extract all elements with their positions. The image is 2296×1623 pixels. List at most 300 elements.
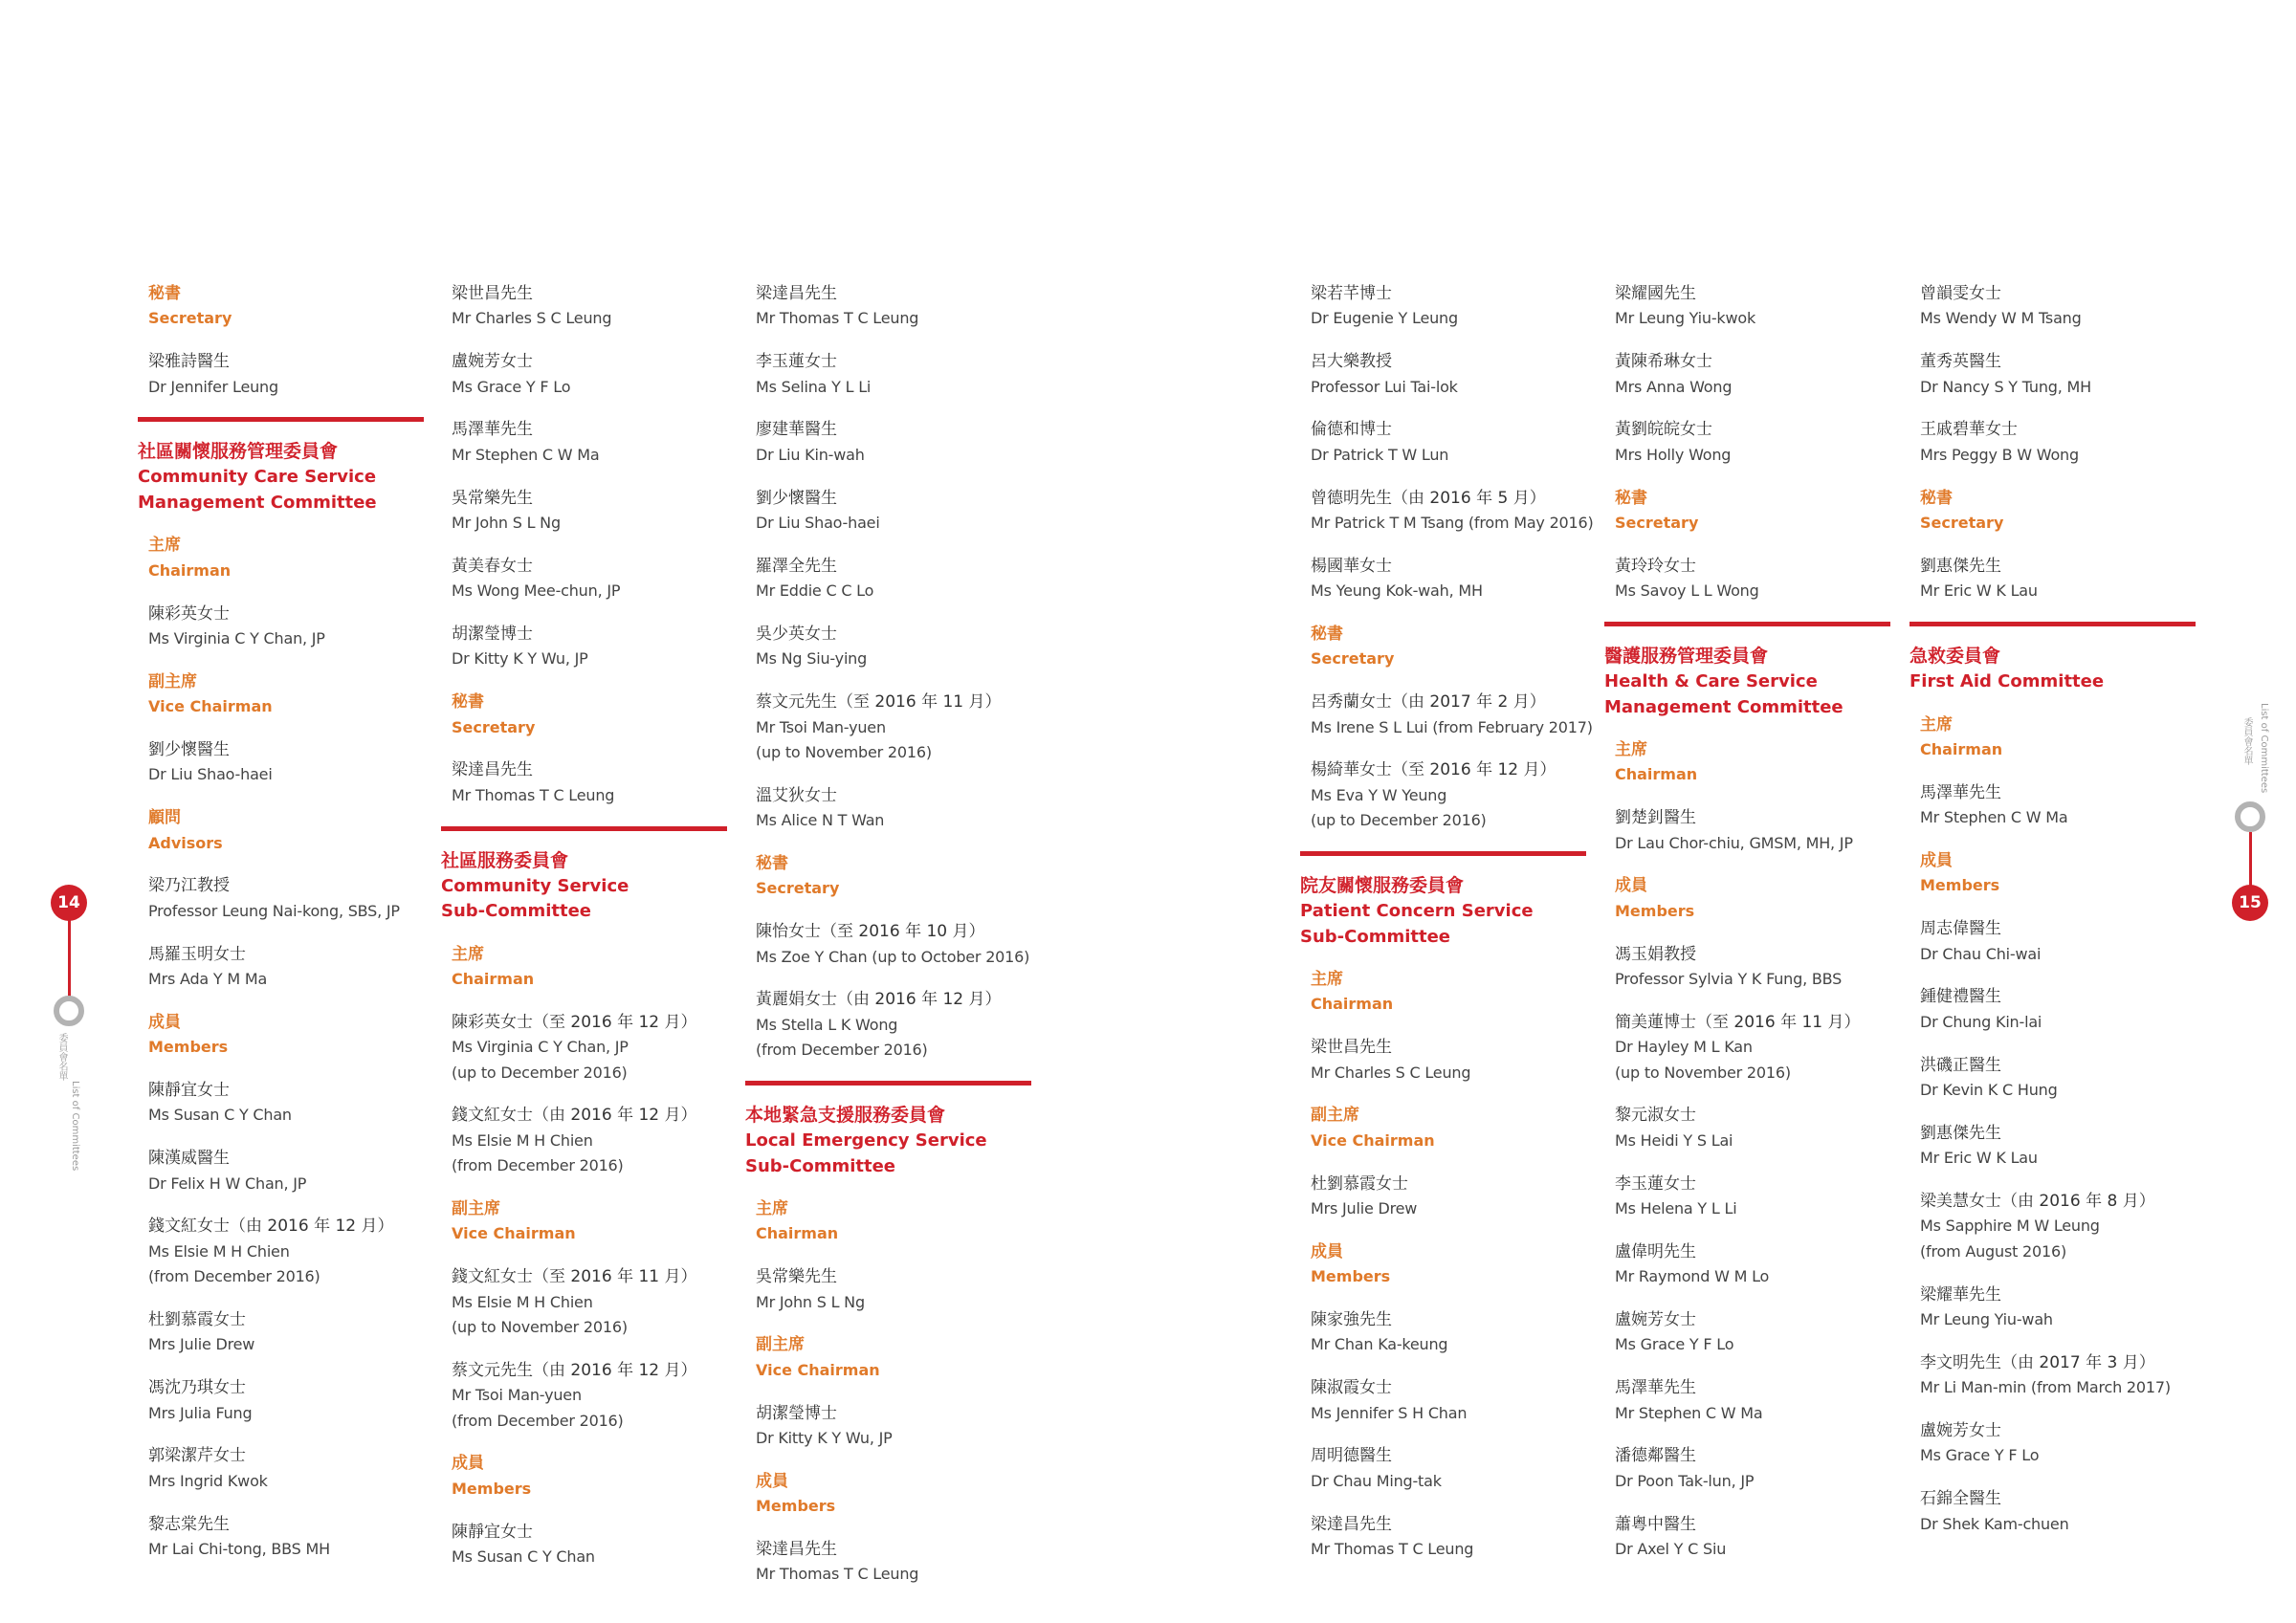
name-en: Mrs Holly Wong <box>1615 445 1732 464</box>
member-entry <box>148 737 424 788</box>
name-en: Dr Shek Kam-chuen <box>1920 1514 2069 1533</box>
term-note: (from December 2016) <box>148 1267 320 1286</box>
member-entry <box>1311 1307 1586 1358</box>
role-en: Secretary <box>452 717 536 736</box>
member-entry <box>452 417 727 468</box>
role-en: Secretary <box>1311 649 1395 669</box>
member-entry <box>1615 1239 1890 1290</box>
column-3 <box>745 281 1031 1605</box>
role-en: Chairman <box>756 1224 839 1243</box>
role-zh: 主席 <box>452 944 484 964</box>
member-entry <box>1311 486 1594 537</box>
member-entry <box>1311 690 1593 740</box>
name-en: Dr Chung Kin-lai <box>1920 1012 2042 1031</box>
name-zh: 呂秀蘭女士（由 2017 年 2 月） <box>1311 692 1546 713</box>
role-en: Members <box>452 1479 532 1498</box>
name-en: Ms Selina Y L Li <box>756 377 872 396</box>
page-marker-line-left <box>68 920 71 998</box>
name-en: Ms Savoy L L Wong <box>1615 581 1759 601</box>
name-en: Dr Lau Chor-chiu, GMSM, MH, JP <box>1615 833 1853 852</box>
role-heading <box>756 1469 1031 1520</box>
name-zh: 馮沈乃琪女士 <box>148 1378 246 1398</box>
committee-heading <box>1300 851 1586 950</box>
name-zh: 鍾健禮醫生 <box>1920 987 2001 1007</box>
name-en: Dr Poon Tak-lun, JP <box>1615 1471 1755 1490</box>
member-entry <box>756 281 1031 332</box>
name-zh: 周明德醫生 <box>1311 1446 1392 1466</box>
member-entry <box>1615 1443 1890 1494</box>
name-zh: 羅澤全先生 <box>756 556 837 576</box>
role-en: Chairman <box>1311 995 1394 1014</box>
role-zh: 副主席 <box>756 1335 805 1355</box>
role-en: Chairman <box>148 560 232 580</box>
name-en: Mr Tsoi Man-yuen <box>756 717 886 736</box>
member-entry <box>756 486 1031 537</box>
name-en: Ms Wendy W M Tsang <box>1920 309 2082 328</box>
role-en: Chairman <box>452 970 535 989</box>
member-entry <box>1311 1375 1586 1426</box>
name-en: Mr Stephen C W Ma <box>1920 808 2068 827</box>
role-en: Vice Chairman <box>148 697 273 716</box>
name-zh: 呂大樂教授 <box>1311 352 1392 372</box>
role-heading <box>756 851 1031 902</box>
member-entry <box>452 281 727 332</box>
name-en: Mr Lai Chi-tong, BBS MH <box>148 1540 330 1559</box>
name-zh: 盧婉芳女士 <box>1615 1310 1696 1330</box>
member-entry <box>452 554 727 604</box>
member-entry <box>1920 1189 2196 1264</box>
committee-title-en: Local Emergency Service <box>745 1130 987 1151</box>
committee-title-zh: 社區服務委員會 <box>441 849 569 871</box>
member-entry <box>148 1078 424 1129</box>
member-entry <box>1920 349 2196 400</box>
member-entry <box>148 1512 424 1563</box>
name-en: Dr Liu Kin-wah <box>756 445 865 464</box>
role-zh: 秘書 <box>452 692 484 713</box>
name-zh: 黃陳希琳女士 <box>1615 352 1712 372</box>
term-note: (up to November 2016) <box>452 1318 628 1337</box>
name-en: Ms Ng Siu-ying <box>756 649 868 669</box>
name-zh: 楊綺華女士（至 2016 年 12 月） <box>1311 760 1556 780</box>
name-en: Ms Alice N T Wan <box>756 811 885 830</box>
role-zh: 主席 <box>148 536 181 556</box>
role-en: Secretary <box>1615 514 1699 533</box>
name-zh: 胡潔瑩博士 <box>756 1403 837 1423</box>
role-en: Vice Chairman <box>452 1224 576 1243</box>
committee-title-en: First Aid Committee <box>1910 671 2105 692</box>
name-en: Dr Axel Y C Siu <box>1615 1540 1727 1559</box>
role-en: Secretary <box>1920 514 2004 533</box>
page-marker-line-right <box>2249 832 2252 886</box>
name-en: Dr Eugenie Y Leung <box>1311 309 1458 328</box>
role-zh: 主席 <box>1920 714 1953 735</box>
term-note: (from December 2016) <box>452 1156 624 1175</box>
name-zh: 吳少英女士 <box>756 625 837 645</box>
member-entry <box>756 919 1031 970</box>
name-zh: 曾韻雯女士 <box>1920 284 2001 303</box>
name-zh: 梁達昌先生 <box>756 284 837 303</box>
member-entry <box>452 1358 727 1434</box>
member-entry <box>756 1401 1031 1452</box>
name-zh: 胡潔瑩博士 <box>452 625 533 645</box>
member-entry <box>1920 281 2196 332</box>
role-zh: 副主席 <box>452 1199 500 1219</box>
role-heading <box>452 1451 727 1502</box>
name-en: Ms Yeung Kok-wah, MH <box>1311 581 1483 601</box>
role-heading <box>452 942 727 993</box>
column-4 <box>1300 281 1594 1580</box>
role-heading <box>452 690 727 740</box>
name-zh: 黃玲玲女士 <box>1615 556 1696 576</box>
role-zh: 成員 <box>756 1471 788 1491</box>
name-en: Mrs Julie Drew <box>1311 1199 1418 1218</box>
committee-title-zh: 社區關懷服務管理委員會 <box>138 441 339 463</box>
name-zh: 梁達昌先生 <box>1311 1514 1392 1534</box>
role-en: Chairman <box>1615 765 1698 784</box>
name-en: Mr Thomas T C Leung <box>756 309 919 328</box>
role-heading <box>1920 486 2196 537</box>
committee-title-en-line2: Management Committee <box>1604 696 1843 717</box>
role-heading <box>148 281 424 332</box>
name-en: Dr Jennifer Leung <box>148 377 278 396</box>
page-marker-ring-right <box>2235 801 2265 832</box>
role-heading <box>1311 622 1586 672</box>
name-zh: 廖建華醫生 <box>756 420 837 440</box>
member-entry <box>148 349 424 400</box>
name-en: Mrs Ada Y M Ma <box>148 970 268 989</box>
committee-title-zh: 醫護服務管理委員會 <box>1604 646 1769 668</box>
name-zh: 蔡文元先生（由 2016 年 12 月） <box>452 1360 697 1380</box>
name-en: Dr Kitty K Y Wu, JP <box>452 649 588 669</box>
name-en: Mr Stephen C W Ma <box>452 445 600 464</box>
role-heading <box>1920 848 2196 899</box>
name-en: Professor Lui Tai-lok <box>1311 377 1458 396</box>
side-label-left-en: List of Committees <box>70 1081 80 1172</box>
role-heading <box>1311 1239 1586 1290</box>
member-entry <box>1920 1486 2196 1537</box>
name-en: Ms Eva Y W Yeung <box>1311 785 1447 804</box>
member-entry <box>1920 916 2196 967</box>
name-en: Dr Hayley M L Kan <box>1615 1038 1753 1057</box>
name-en: Ms Elsie M H Chien <box>452 1130 593 1150</box>
member-entry <box>1311 1512 1586 1563</box>
name-zh: 吳常樂先生 <box>756 1267 837 1287</box>
role-zh: 成員 <box>1615 876 1647 896</box>
name-zh: 梁耀華先生 <box>1920 1284 2001 1305</box>
name-zh: 李玉蓮女士 <box>756 352 837 372</box>
name-en: Mr Thomas T C Leung <box>1311 1540 1474 1559</box>
role-zh: 秘書 <box>756 854 788 874</box>
role-en: Secretary <box>756 879 840 898</box>
member-entry <box>148 602 424 652</box>
committee-title-en: Patient Concern Service <box>1300 901 1534 922</box>
name-en: Ms Elsie M H Chien <box>452 1292 593 1311</box>
side-label-right-zh: 委員會名單 <box>2241 717 2252 765</box>
name-zh: 石錦全醫生 <box>1920 1489 2001 1509</box>
member-entry <box>1920 417 2196 468</box>
role-zh: 成員 <box>148 1012 181 1032</box>
term-note: (from December 2016) <box>756 1041 928 1060</box>
committee-title-en: Community Care Service <box>138 467 377 488</box>
name-zh: 錢文紅女士（至 2016 年 11 月） <box>452 1267 697 1287</box>
role-heading <box>1615 486 1890 537</box>
name-en: Professor Leung Nai-kong, SBS, JP <box>148 901 400 920</box>
name-en: Ms Susan C Y Chan <box>148 1106 292 1125</box>
member-entry <box>1311 1443 1586 1494</box>
name-zh: 盧偉明先生 <box>1615 1241 1696 1261</box>
name-en: Professor Sylvia Y K Fung, BBS <box>1615 970 1843 989</box>
name-zh: 溫艾狄女士 <box>756 785 837 805</box>
name-zh: 錢文紅女士（由 2016 年 12 月） <box>148 1217 394 1237</box>
side-label-left-zh: 委員會名單 <box>56 1033 67 1081</box>
name-en: Mr Thomas T C Leung <box>452 785 615 804</box>
member-entry <box>1615 554 1890 604</box>
name-zh: 馬澤華先生 <box>1920 782 2001 802</box>
member-entry <box>452 1520 727 1570</box>
role-en: Secretary <box>148 309 232 328</box>
committee-title-en-line2: Sub-Committee <box>1300 926 1451 947</box>
name-zh: 劉惠傑先生 <box>1920 556 2001 576</box>
committee-heading <box>1910 622 2196 695</box>
name-zh: 梁若芊博士 <box>1311 284 1392 303</box>
name-en: Mr Patrick T M Tsang (from May 2016) <box>1311 514 1594 533</box>
role-heading <box>1311 1103 1586 1153</box>
name-zh: 陳家強先生 <box>1311 1310 1392 1330</box>
member-entry <box>1615 417 1890 468</box>
role-en: Members <box>756 1497 836 1516</box>
member-entry <box>148 1307 424 1358</box>
member-entry <box>1615 942 1890 993</box>
page-number-right: 15 <box>2232 885 2268 921</box>
role-en: Members <box>1920 876 2000 895</box>
role-heading <box>1615 873 1890 924</box>
name-zh: 梁世昌先生 <box>1311 1038 1392 1058</box>
name-zh: 梁達昌先生 <box>756 1540 837 1560</box>
name-en: Ms Sapphire M W Leung <box>1920 1217 2100 1236</box>
name-en: Dr Liu Shao-haei <box>756 514 880 533</box>
member-entry <box>1920 780 2196 831</box>
name-zh: 劉惠傑先生 <box>1920 1123 2001 1143</box>
name-en: Mr Eric W K Lau <box>1920 1149 2038 1168</box>
name-zh: 簡美蓮博士（至 2016 年 11 月） <box>1615 1012 1861 1032</box>
name-en: Mr Raymond W M Lo <box>1615 1267 1770 1286</box>
member-entry <box>1920 554 2196 604</box>
name-zh: 黎元淑女士 <box>1615 1106 1696 1126</box>
committee-heading <box>745 1081 1031 1179</box>
member-entry <box>1920 1121 2196 1172</box>
name-en: Mrs Ingrid Kwok <box>148 1471 268 1490</box>
column-6 <box>1910 281 2196 1554</box>
committee-title-en-line2: Management Committee <box>138 492 377 513</box>
role-zh: 主席 <box>1311 970 1343 990</box>
member-entry <box>148 1443 424 1494</box>
name-en: Ms Grace Y F Lo <box>452 377 571 396</box>
name-en: Ms Heidi Y S Lai <box>1615 1130 1733 1150</box>
name-en: Mr Eddie C C Lo <box>756 581 874 601</box>
name-zh: 陳靜宜女士 <box>452 1522 533 1542</box>
member-entry <box>1615 281 1890 332</box>
name-en: Ms Irene S L Lui (from February 2017) <box>1311 717 1593 736</box>
term-note: (from August 2016) <box>1920 1241 2067 1261</box>
name-en: Mrs Julie Drew <box>148 1335 255 1354</box>
name-en: Dr Nancy S Y Tung, MH <box>1920 377 2091 396</box>
name-zh: 梁雅詩醫生 <box>148 352 230 372</box>
name-zh: 杜劉慕霞女士 <box>148 1310 246 1330</box>
name-en: Dr Kitty K Y Wu, JP <box>756 1429 893 1448</box>
name-zh: 陳怡女士（至 2016 年 10 月） <box>756 922 985 942</box>
member-entry <box>1920 1283 2196 1333</box>
name-en: Ms Elsie M H Chien <box>148 1241 290 1261</box>
role-heading <box>756 1196 1031 1247</box>
role-zh: 秘書 <box>1920 488 1953 508</box>
member-entry <box>756 622 1031 672</box>
name-en: Ms Helena Y L Li <box>1615 1199 1737 1218</box>
name-zh: 馬羅玉明女士 <box>148 944 246 964</box>
name-zh: 蔡文元先生（至 2016 年 11 月） <box>756 692 1002 713</box>
member-entry <box>1920 1350 2196 1401</box>
name-zh: 楊國華女士 <box>1311 556 1392 576</box>
member-entry <box>756 1537 1031 1588</box>
role-heading <box>148 669 424 720</box>
member-entry <box>452 486 727 537</box>
committee-title-zh: 急救委員會 <box>1910 646 2001 668</box>
column-5 <box>1604 281 1890 1580</box>
name-zh: 倫德和博士 <box>1311 420 1392 440</box>
role-zh: 秘書 <box>148 284 181 303</box>
name-zh: 馬澤華先生 <box>452 420 533 440</box>
role-zh: 秘書 <box>1311 625 1343 645</box>
name-zh: 洪磯正醫生 <box>1920 1055 2001 1075</box>
role-zh: 成員 <box>452 1454 484 1474</box>
side-label-right-en: List of Committees <box>2259 703 2269 794</box>
role-heading <box>1920 713 2196 763</box>
committee-title-zh: 院友關懷服務委員會 <box>1300 875 1465 897</box>
role-en: Chairman <box>1920 739 2003 758</box>
name-en: Dr Chau Ming-tak <box>1311 1471 1442 1490</box>
name-zh: 王戚碧華女士 <box>1920 420 2018 440</box>
role-zh: 副主席 <box>148 671 197 691</box>
name-en: Mr Leung Yiu-kwok <box>1615 309 1756 328</box>
role-heading <box>756 1332 1031 1383</box>
name-en: Mr Li Man-min (from March 2017) <box>1920 1378 2171 1397</box>
name-en: Mr Charles S C Leung <box>1311 1063 1471 1082</box>
name-zh: 梁達昌先生 <box>452 760 533 780</box>
role-en: Members <box>1615 901 1695 920</box>
term-note: (up to December 2016) <box>452 1063 628 1082</box>
committee-title-zh: 本地緊急支援服務委員會 <box>745 1105 946 1127</box>
role-zh: 顧問 <box>148 808 181 828</box>
column-1 <box>138 281 424 1580</box>
member-entry <box>1920 984 2196 1035</box>
member-entry <box>148 1214 424 1289</box>
member-entry <box>1311 757 1586 833</box>
name-en: Ms Grace Y F Lo <box>1615 1335 1734 1354</box>
member-entry <box>756 417 1031 468</box>
role-zh: 成員 <box>1920 850 1953 870</box>
term-note: (up to November 2016) <box>1615 1063 1791 1082</box>
member-entry <box>1311 554 1586 604</box>
role-en: Vice Chairman <box>1311 1130 1435 1150</box>
name-zh: 黎志棠先生 <box>148 1514 230 1534</box>
name-zh: 郭梁潔芹女士 <box>148 1446 246 1466</box>
role-heading <box>452 1196 727 1247</box>
member-entry <box>1311 1035 1586 1086</box>
committee-title-en-line2: Sub-Committee <box>441 901 592 922</box>
member-entry <box>452 1264 727 1340</box>
name-en: Ms Grace Y F Lo <box>1920 1446 2040 1465</box>
committee-heading <box>138 417 424 515</box>
role-zh: 秘書 <box>1615 488 1647 508</box>
column-2 <box>441 281 727 1588</box>
name-en: Dr Liu Shao-haei <box>148 765 273 784</box>
name-en: Mr Thomas T C Leung <box>756 1565 919 1584</box>
role-zh: 主席 <box>1615 740 1647 760</box>
role-heading <box>148 805 424 856</box>
name-en: Ms Virginia C Y Chan, JP <box>452 1038 629 1057</box>
page-marker-ring-left <box>54 996 84 1026</box>
committee-heading <box>441 826 727 925</box>
member-entry <box>148 1375 424 1426</box>
name-zh: 梁耀國先生 <box>1615 284 1696 303</box>
member-entry <box>756 1264 1031 1315</box>
name-en: Dr Kevin K C Hung <box>1920 1080 2058 1099</box>
name-zh: 馮玉娟教授 <box>1615 944 1696 964</box>
name-en: Ms Zoe Y Chan (up to October 2016) <box>756 947 1030 966</box>
member-entry <box>1615 1103 1890 1153</box>
role-heading <box>1311 967 1586 1018</box>
name-zh: 黃麗娟女士（由 2016 年 12 月） <box>756 990 1002 1010</box>
role-zh: 成員 <box>1311 1241 1343 1261</box>
member-entry <box>148 1146 424 1196</box>
name-zh: 董秀英醫生 <box>1920 352 2001 372</box>
member-entry <box>756 690 1031 765</box>
name-zh: 盧婉芳女士 <box>452 352 533 372</box>
member-entry <box>756 987 1031 1063</box>
committee-title-en: Community Service <box>441 875 629 896</box>
member-entry <box>1615 1375 1890 1426</box>
member-entry <box>452 622 727 672</box>
committee-title-en: Health & Care Service <box>1604 671 1818 692</box>
name-en: Ms Virginia C Y Chan, JP <box>148 629 325 648</box>
name-zh: 蕭粵中醫生 <box>1615 1514 1696 1534</box>
name-en: Mr Chan Ka-keung <box>1311 1335 1448 1354</box>
name-en: Dr Patrick T W Lun <box>1311 445 1449 464</box>
name-zh: 馬澤華先生 <box>1615 1378 1696 1398</box>
name-en: Mrs Anna Wong <box>1615 377 1733 396</box>
role-heading <box>1615 737 1890 788</box>
member-entry <box>1615 1307 1890 1358</box>
name-zh: 李文明先生（由 2017 年 3 月） <box>1920 1352 2155 1372</box>
member-entry <box>1615 1010 1890 1086</box>
name-en: Mr John S L Ng <box>452 514 561 533</box>
name-zh: 陳彩英女士（至 2016 年 12 月） <box>452 1012 697 1032</box>
member-entry <box>1615 349 1890 400</box>
member-entry <box>1920 1418 2196 1469</box>
member-entry <box>756 554 1031 604</box>
name-zh: 吳常樂先生 <box>452 488 533 508</box>
member-entry <box>1311 281 1586 332</box>
member-entry <box>1311 1172 1586 1222</box>
name-zh: 梁乃江教授 <box>148 876 230 896</box>
member-entry <box>452 1103 727 1178</box>
name-en: Mr John S L Ng <box>756 1292 865 1311</box>
name-zh: 李玉蓮女士 <box>1615 1173 1696 1194</box>
name-zh: 梁世昌先生 <box>452 284 533 303</box>
role-en: Advisors <box>148 833 223 852</box>
role-en: Vice Chairman <box>756 1360 880 1379</box>
member-entry <box>148 942 424 993</box>
name-zh: 周志偉醫生 <box>1920 919 2001 939</box>
